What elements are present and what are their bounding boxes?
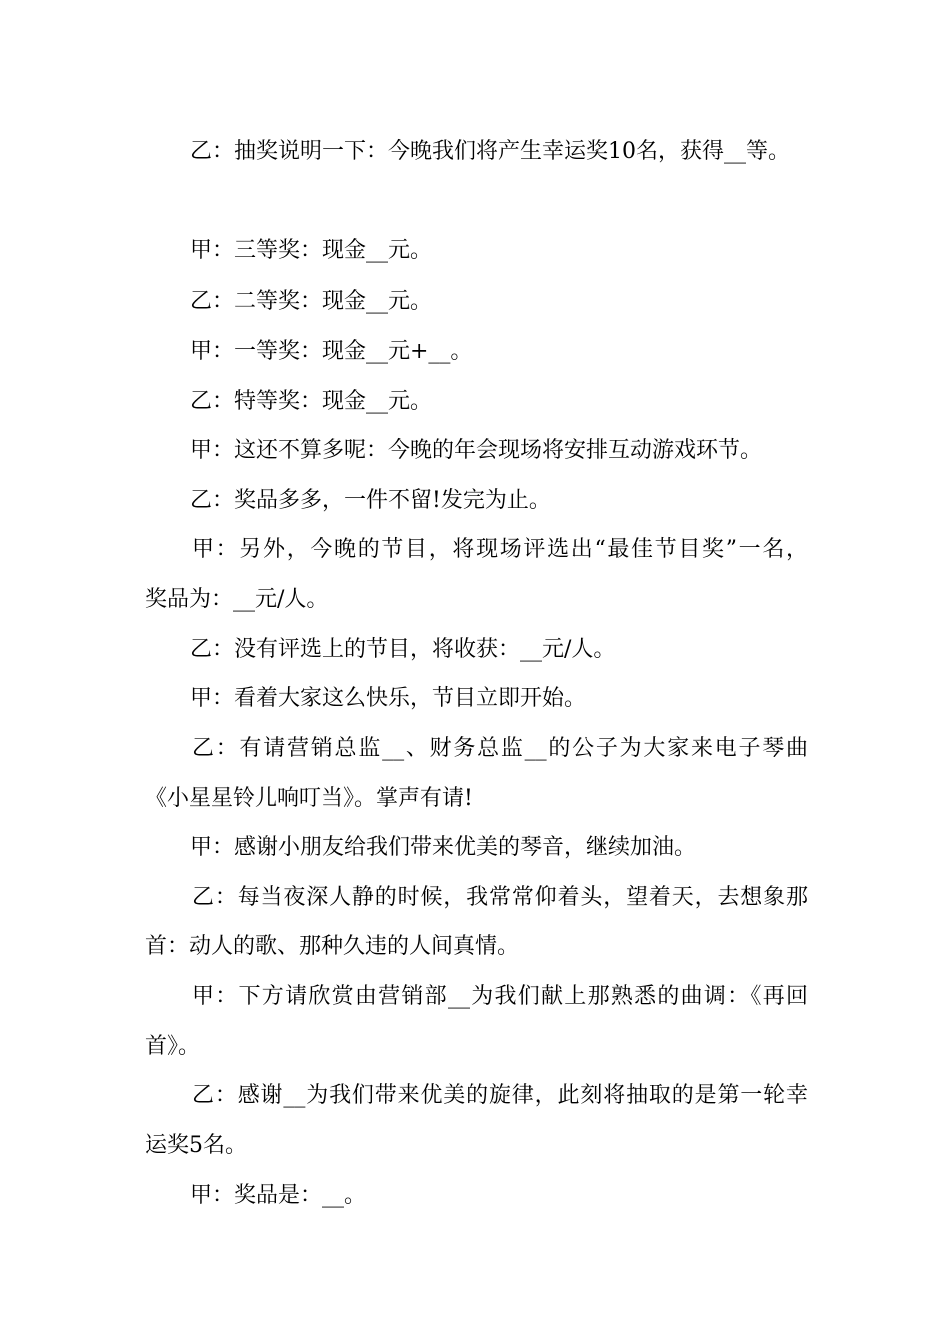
- text-line-17: 甲：下方请欣赏由营销部__为我们献上那熟悉的曲调：《再回: [192, 984, 808, 1009]
- text-line-15: 乙：每当夜深人静的时候，我常常仰着头，望着天，去想象那: [192, 885, 808, 910]
- text-line-9: 奖品为：__元/人。: [145, 587, 329, 612]
- text-line-6: 甲：这还不算多呢：今晚的年会现场将安排互动游戏环节。: [190, 438, 763, 463]
- text-line-5: 乙：特等奖：现金__元。: [190, 389, 433, 414]
- text-line-19: 乙：感谢__为我们带来优美的旋律，此刻将抽取的是第一轮幸: [192, 1083, 808, 1108]
- text-line-16: 首：动人的歌、那种久违的人间真情。: [145, 934, 520, 959]
- text-line-10: 乙：没有评选上的节目，将收获：__元/人。: [190, 637, 616, 662]
- text-line-12: 乙：有请营销总监__、财务总监__的公子为大家来电子琴曲: [192, 736, 808, 761]
- text-line-13: 《小星星铃儿响叮当》。掌声有请!: [145, 786, 473, 811]
- text-line-21: 甲：奖品是：__。: [190, 1183, 367, 1208]
- text-line-7: 乙：奖品多多，一件不留!发完为止。: [190, 488, 551, 513]
- text-line-18: 首》。: [145, 1034, 201, 1059]
- text-line-2: 甲：三等奖：现金__元。: [190, 238, 433, 263]
- text-line-3: 乙：二等奖：现金__元。: [190, 289, 433, 314]
- text-line-11: 甲：看着大家这么快乐，节目立即开始。: [190, 686, 587, 711]
- text-line-4: 甲：一等奖：现金__元+__。: [190, 339, 473, 364]
- text-line-1: 乙：抽奖说明一下：今晚我们将产生幸运奖10名，获得__等。: [190, 139, 790, 164]
- text-line-20: 运奖5名。: [145, 1133, 247, 1158]
- text-line-8: 甲：另外，今晚的节目，将现场评选出“最佳节目奖”一名，: [192, 537, 808, 562]
- text-line-14: 甲：感谢小朋友给我们带来优美的琴音，继续加油。: [190, 835, 697, 860]
